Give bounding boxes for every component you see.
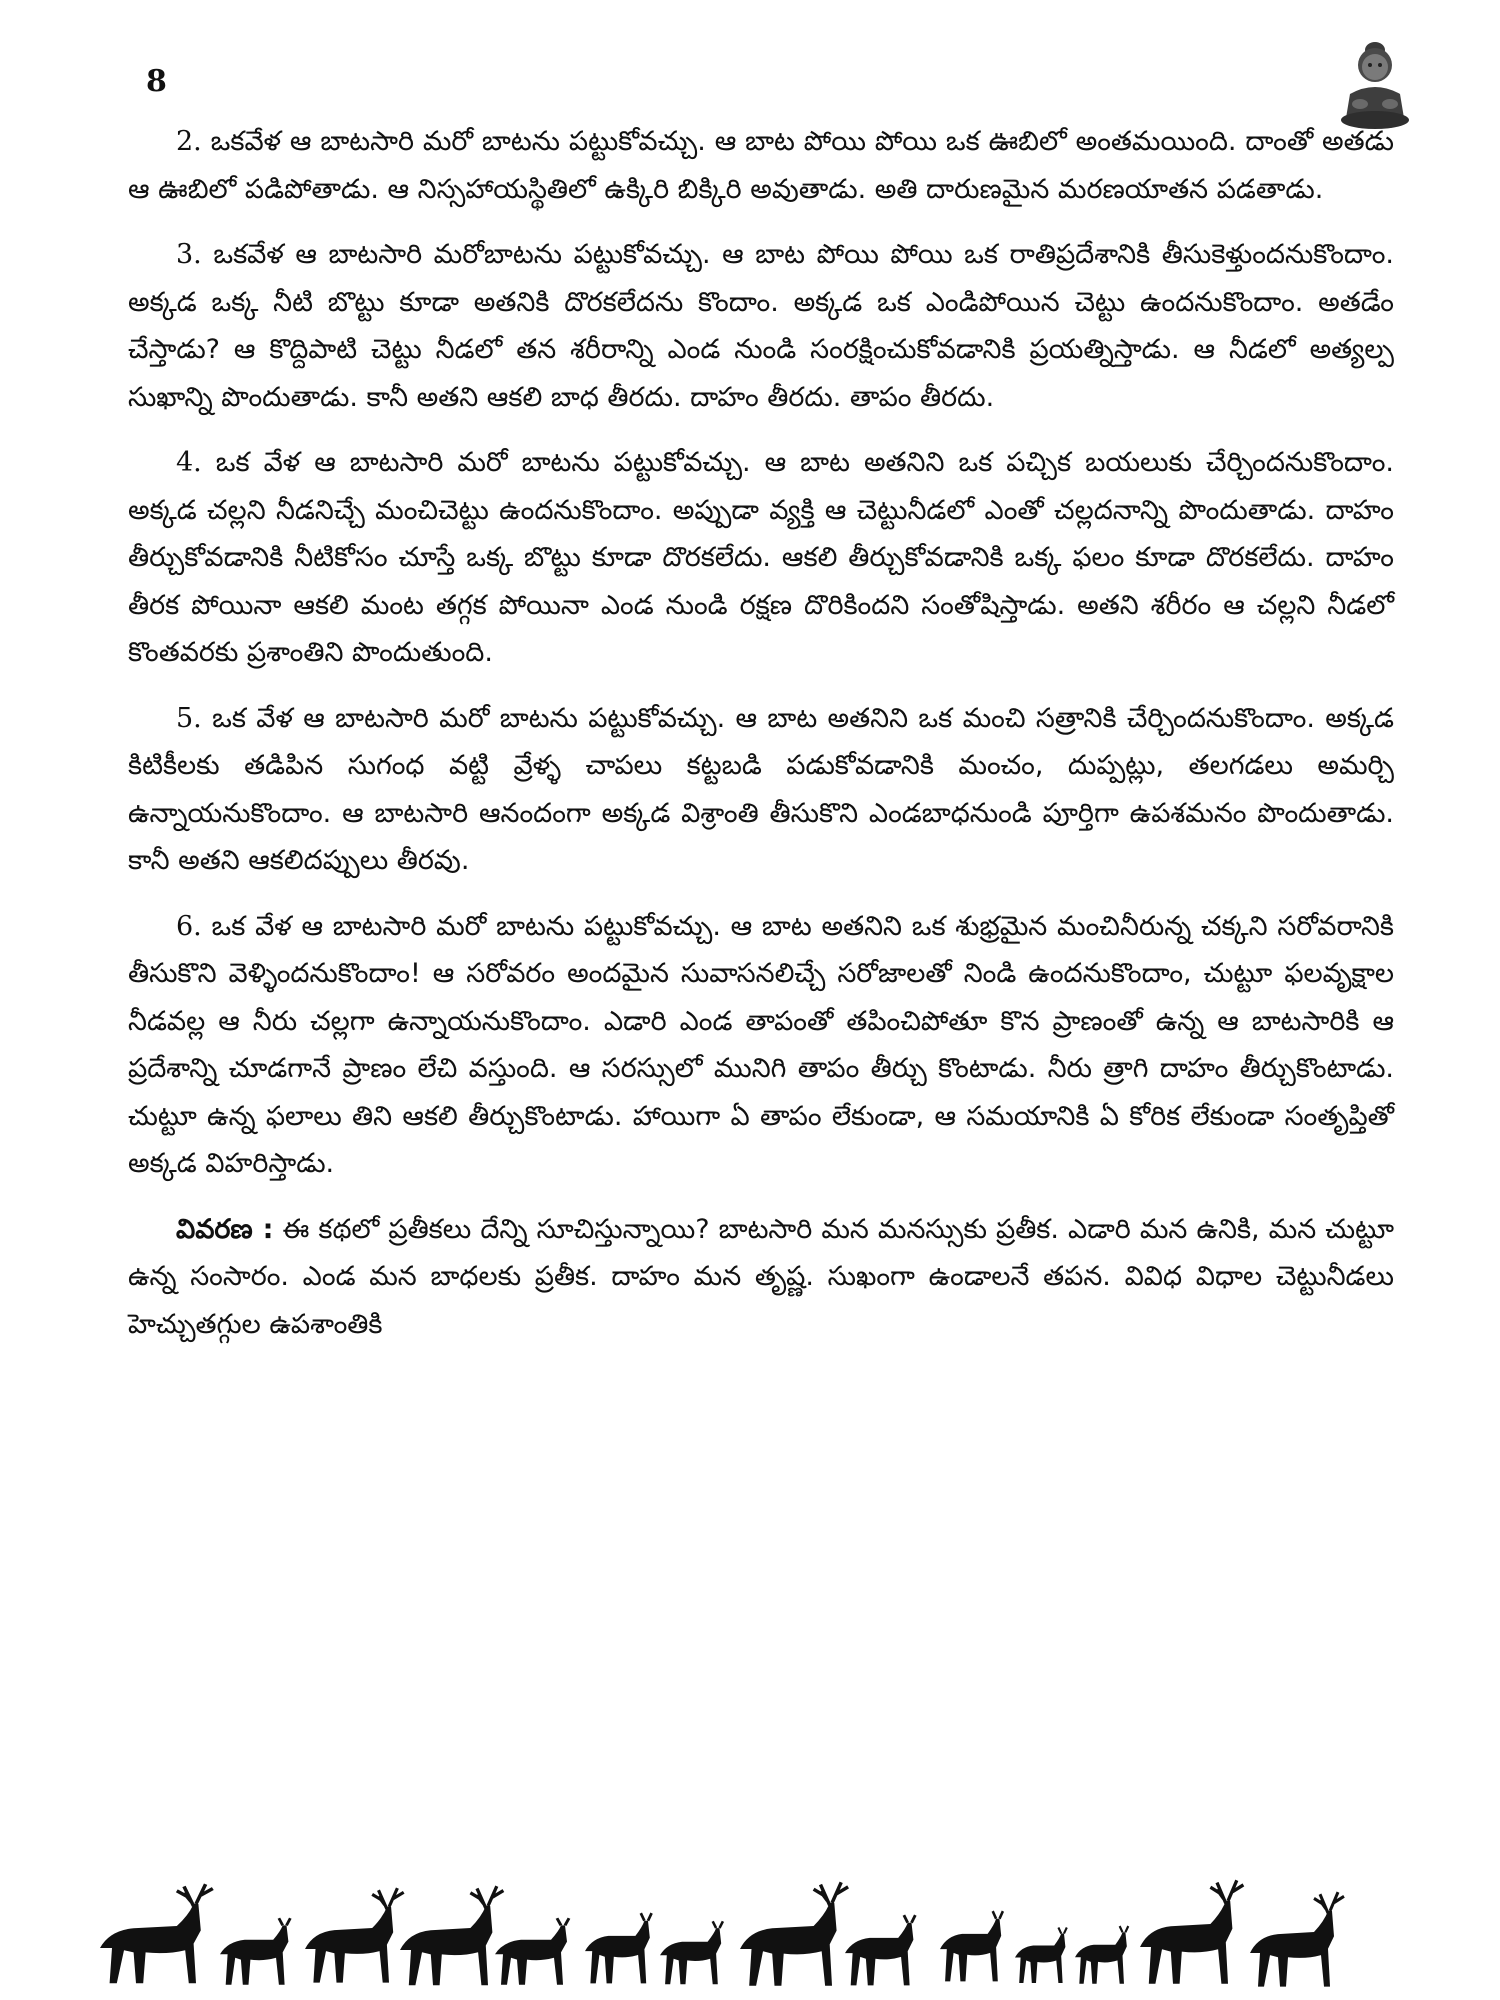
paragraph-text: ఒక వేళ ఆ బాటసారి మరో బాటను పట్టుకోవచ్చు. ఆ బాట అతనిని ఒక మంచి సత్రానికి చేర్చిందనుకొందాం. అక్కడ కిటికీలకు తడిపిన సుగంధ వట్టి వ్రేళ్ళ చాపలు కట్టబడి పడుకోవడానికి మంచం, దుప్పట్లు, తలగడలు అమర్చి ఉన్నాయనుకొందాం. ఆ బాటసారి ఆనందంగా అక్కడ విశ్రాంతి తీసుకొని ఎండబాధనుండి పూర్తిగా ఉపశమనం పొందుతాడు. కానీ అతని ఆకలిదప్పులు తీరవు. (128, 702, 1394, 876)
deer-9 (845, 1915, 915, 1985)
paragraph-5 (128, 695, 1394, 885)
seated-child-icon (1330, 32, 1420, 132)
deer-5 (495, 1918, 569, 1985)
deer-7 (660, 1921, 723, 1984)
paragraph-number: 2. (176, 126, 202, 157)
deer-4 (400, 1886, 503, 1985)
story-text (128, 118, 1394, 1348)
paragraph-text: ఒక వేళ ఆ బాటసారి మరో బాటను పట్టుకోవచ్చు. ఆ బాట అతనిని ఒక పచ్చిక బయలుకు చేర్చిందనుకొందాం. అక్కడ చల్లని నీడనిచ్చే మంచిచెట్టు ఉందనుకొందాం. అప్పుడా వ్యక్తి ఆ చెట్టునీడలో ఎంతో చల్లదనాన్ని పొందుతాడు. దాహం తీర్చుకోవడానికి నీటికోసం చూస్తే ఒక్క బొట్టు కూడా దొరకలేదు. ఆకలి తీర్చుకోవడానికి ఒక్క ఫలం కూడా దొరకలేదు. దాహం తీరక పోయినా ఆకలి మంట తగ్గక పోయినా ఎండ నుండి రక్షణ దొరికిందని సంతోషిస్తాడు. అతని శరీరం ఆ చల్లని నీడలో కొంతవరకు ప్రశాంతిని పొందుతుంది. (128, 447, 1394, 668)
deer-3 (305, 1888, 404, 1983)
paragraph-number: 4. (176, 447, 202, 478)
paragraph-6 (128, 903, 1394, 1188)
paragraph-text: ఒక వేళ ఆ బాటసారి మరో బాటను పట్టుకోవచ్చు. ఆ బాట అతనిని ఒక శుభ్రమైన మంచినీరున్న చక్కని సరోవరానికి తీసుకొని వెళ్ళిందనుకొందాం! ఆ సరోవరం అందమైన సువాసనలిచ్చే సరోజాలతో నిండి ఉందనుకొందాం, చుట్టూ ఫలవృక్షాల నీడవల్ల ఆ నీరు చల్లగా ఉన్నాయనుకొందాం. ఎడారి ఎండ తాపంతో తపించిపోతూ కొన ప్రాణంతో ఉన్న ఆ బాటసారికి ఆ ప్రదేశాన్ని చూడగానే ప్రాణం లేచి వస్తుంది. ఆ సరస్సులో మునిగి తాపం తీర్చు కొంటాడు. నీరు త్రాగి దాహం తీర్చుకొంటాడు. చుట్టూ ఉన్న ఫలాలు తిని ఆకలి తీర్చుకొంటాడు. హాయిగా ఏ తాపం లేకుండా, ఆ సమయానికి ఏ కోరిక లేకుండా సంతృప్తితో అక్కడ విహరిస్తాడు. (128, 910, 1394, 1179)
paragraph-text: ఒకవేళ ఆ బాటసారి మరో బాటను పట్టుకోవచ్చు. ఆ బాట పోయి పోయి ఒక ఊబిలో అంతమయింది. దాంతో అతడు ఆ ఊబిలో పడిపోతాడు. ఆ నిస్సహాయస్థితిలో ఉక్కిరి బిక్కిరి అవుతాడు. అతి దారుణమైన మరణయాతన పడతాడు. (128, 126, 1394, 205)
paragraph-number: 5. (176, 702, 202, 734)
deer-14 (1250, 1892, 1344, 1987)
deer-8 (740, 1882, 848, 1986)
paragraph-text: ఒకవేళ ఆ బాటసారి మరోబాటను పట్టుకోవచ్చు. ఆ బాట పోయి పోయి ఒక రాతిప్రదేశానికి తీసుకెళ్తుందనుకొందాం. అక్కడ ఒక్క నీటి బొట్టు కూడా అతనికి దొరకలేదను కొందాం. అక్కడ ఒక ఎండిపోయిన చెట్టు ఉందనుకొందాం. అతడేం చేస్తాడు? ఆ కొద్దిపాటి చెట్టు నీడలో తన శరీరాన్ని ఎండ నుండి సంరక్షించుకోవడానికి ప్రయత్నిస్తాడు. ఆ నీడలో అత్యల్ప సుఖాన్ని పొందుతాడు. కానీ అతని ఆకలి బాధ తీరదు. దాహం తీరదు. తాపం తీరదు. (128, 239, 1394, 413)
paragraph-3 (128, 231, 1394, 421)
deer-11 (1015, 1928, 1067, 1984)
deer-6 (585, 1913, 652, 1983)
paragraph-number: 3. (176, 239, 202, 270)
deer-12 (1075, 1926, 1128, 1984)
paragraph-number: 6. (176, 910, 202, 942)
paragraph-2 (128, 118, 1394, 213)
deer-silhouette-border (100, 1862, 1400, 1992)
deer-1 (100, 1884, 213, 1983)
deer-13 (1140, 1880, 1243, 1984)
explanation-text: ఈ కథలో ప్రతీకలు దేన్ని సూచిస్తున్నాయి? బాటసారి మన మనస్సుకు ప్రతీక. ఎడారి మన ఉనికి, మన చుట్టూ ఉన్న సంసారం. ఎండ మన బాధలకు ప్రతీక. దాహం మన తృష్ణ. సుఖంగా ఉండాలనే తపన. వివిధ విధాల చెట్టునీడలు హెచ్చుతగ్గుల ఉపశాంతికి (128, 1213, 1395, 1340)
explanation-label: వివరణ : (176, 1213, 274, 1245)
explanation-paragraph (128, 1206, 1394, 1349)
page-number: 8 (146, 64, 167, 99)
paragraph-4 (128, 439, 1394, 677)
deer-10 (940, 1911, 1003, 1981)
deer-2 (220, 1918, 290, 1985)
